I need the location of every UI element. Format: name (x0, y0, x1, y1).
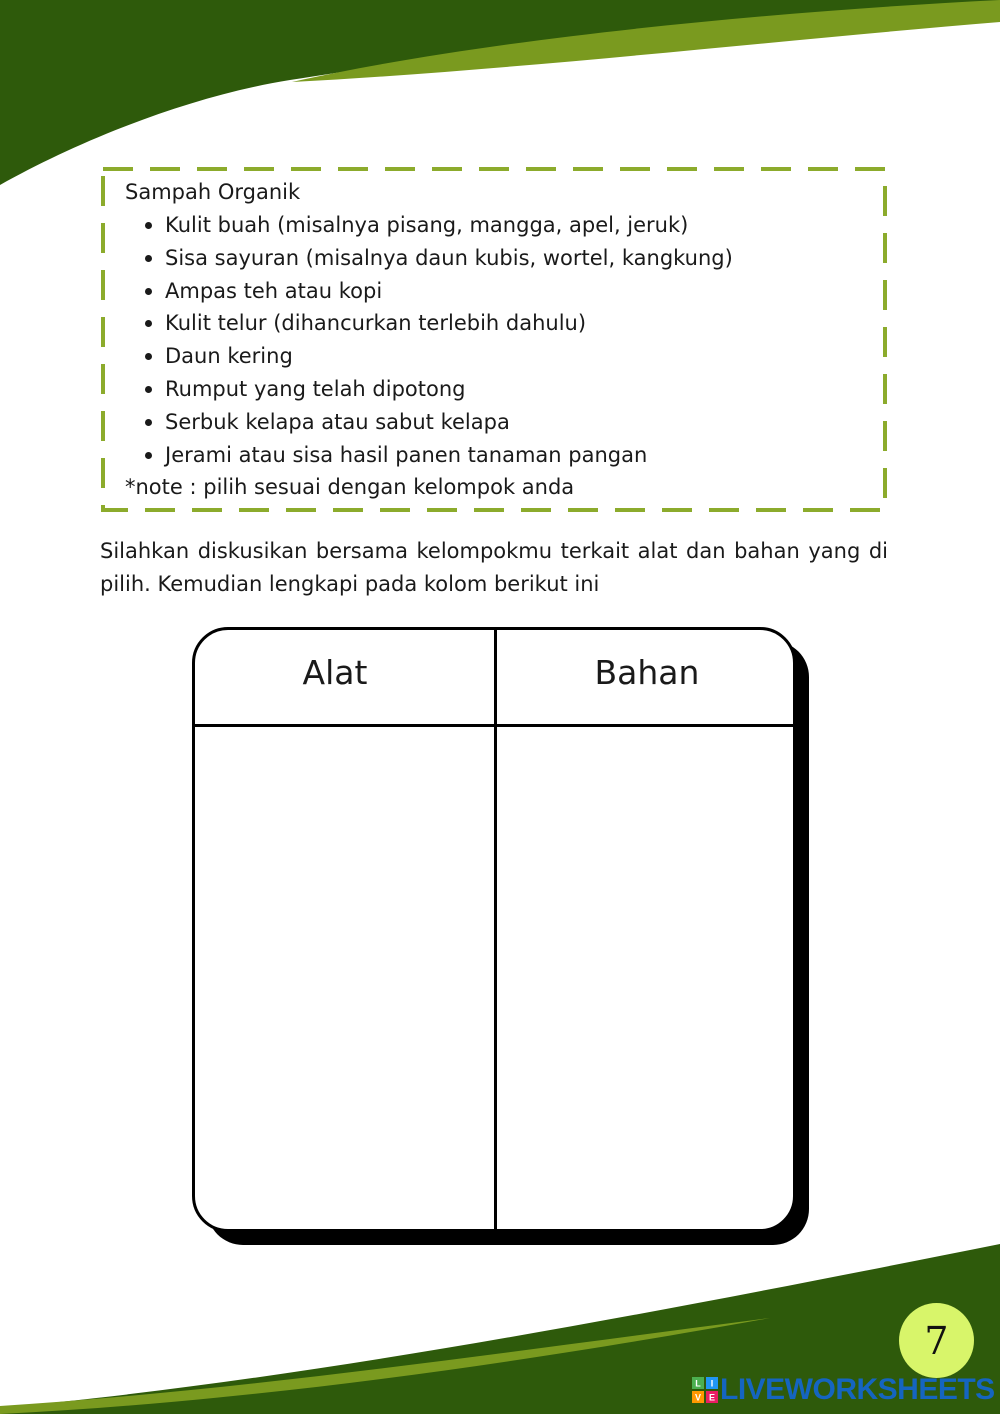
bullet-icon (145, 288, 152, 295)
box-title: Sampah Organik (125, 180, 301, 204)
organic-waste-list (125, 209, 877, 471)
header-bahan: Bahan (594, 653, 700, 692)
svg-text:L: L (695, 1378, 701, 1389)
bullet-icon (145, 353, 152, 360)
list-item: Sisa sayuran (misalnya daun kubis, wortel, kangkung) (165, 242, 877, 275)
bullet-icon (145, 419, 152, 426)
page-number: 7 (924, 1318, 949, 1363)
list-item: Kulit buah (misalnya pisang, mangga, apel, jeruk) (165, 209, 877, 242)
bullet-icon (145, 386, 152, 393)
instruction-text: Silahkan diskusikan bersama kelompokmu terkait alat dan bahan yang di pilih. Kemudian lengkapi pada kolom berikut ini (100, 539, 888, 596)
bullet-icon (145, 452, 152, 459)
bahan-answer-cell[interactable] (497, 727, 796, 1232)
bullet-icon (145, 320, 152, 327)
alat-answer-cell[interactable] (195, 727, 494, 1232)
header-alat: Alat (302, 653, 368, 692)
list-item: Serbuk kelapa atau sabut kelapa (165, 406, 877, 439)
list-item: Kulit telur (dihancurkan terlebih dahulu) (165, 307, 877, 340)
tools-materials-table (192, 627, 796, 1232)
bullet-icon (145, 255, 152, 262)
liveworksheets-watermark (692, 1373, 995, 1406)
bullet-icon (145, 222, 152, 229)
svg-text:I: I (710, 1378, 714, 1389)
list-item: Jerami atau sisa hasil panen tanaman pangan (165, 439, 877, 472)
liveworksheets-logo-icon (692, 1377, 718, 1403)
page-number-badge (899, 1303, 974, 1378)
list-item: Ampas teh atau kopi (165, 275, 877, 308)
list-item: Rumput yang telah dipotong (165, 373, 877, 406)
svg-text:E: E (708, 1392, 716, 1403)
svg-text:V: V (694, 1392, 702, 1403)
list-item: Daun kering (165, 340, 877, 373)
note-text: *note : pilih sesuai dengan kelompok anda (125, 475, 575, 500)
watermark-text: LIVEWORKSHEETS (720, 1373, 995, 1406)
organic-waste-box (101, 167, 887, 512)
